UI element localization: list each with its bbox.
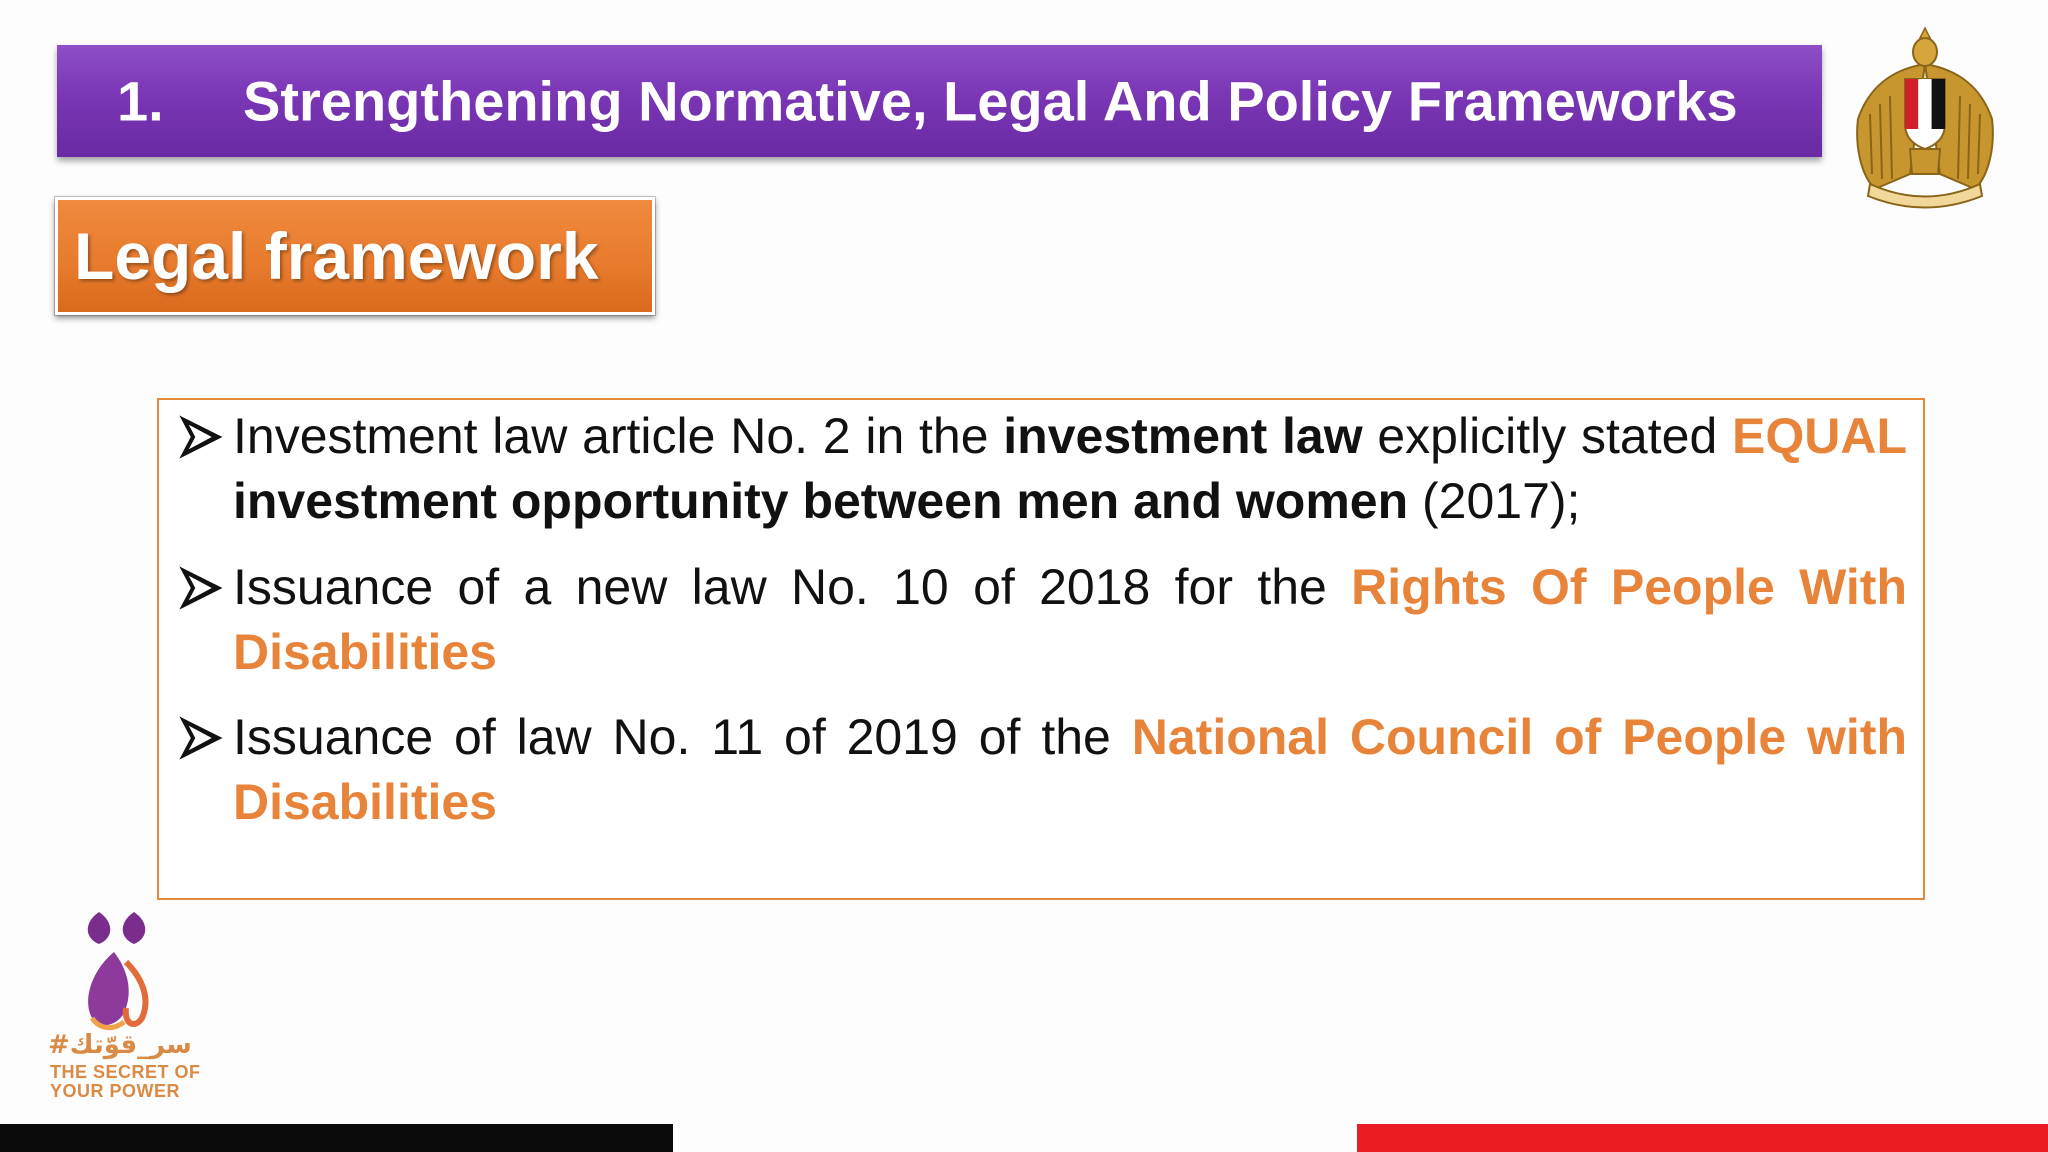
arrow-bullet-icon [179, 555, 223, 620]
footer-black-bar [0, 1124, 673, 1152]
list-item-text: Issuance of law No. 11 of 2019 of the National Council of People with Disabilities [233, 709, 1908, 830]
logo-tagline-2: YOUR POWER [50, 1081, 181, 1101]
egypt-eagle-emblem-icon [1850, 24, 2000, 214]
list-item [179, 404, 1907, 534]
page-title: Strengthening Normative, Legal And Policy Frameworks [243, 69, 1738, 133]
footer-red-bar [1357, 1124, 2048, 1152]
logo-hashtag: #سر_قوّتك [48, 1030, 192, 1060]
title-number: 1. [117, 69, 164, 133]
arrow-bullet-icon [179, 404, 223, 469]
section-label-text: Legal framework [74, 219, 599, 293]
list-item [179, 705, 1907, 835]
list-item [179, 555, 1907, 685]
list-item-text: Issuance of a new law No. 10 of 2018 for the Rights Of People With Disabilities [233, 559, 1907, 680]
arrow-bullet-icon [179, 705, 223, 770]
list-item-text: Investment law article No. 2 in the investment law explicitly stated EQUAL investment opportunity between men and women (2017); [233, 408, 1908, 529]
logo-tagline-1: THE SECRET OF [50, 1062, 201, 1082]
section-label [55, 197, 655, 315]
title-banner [57, 45, 1822, 157]
content-box [157, 398, 1925, 900]
